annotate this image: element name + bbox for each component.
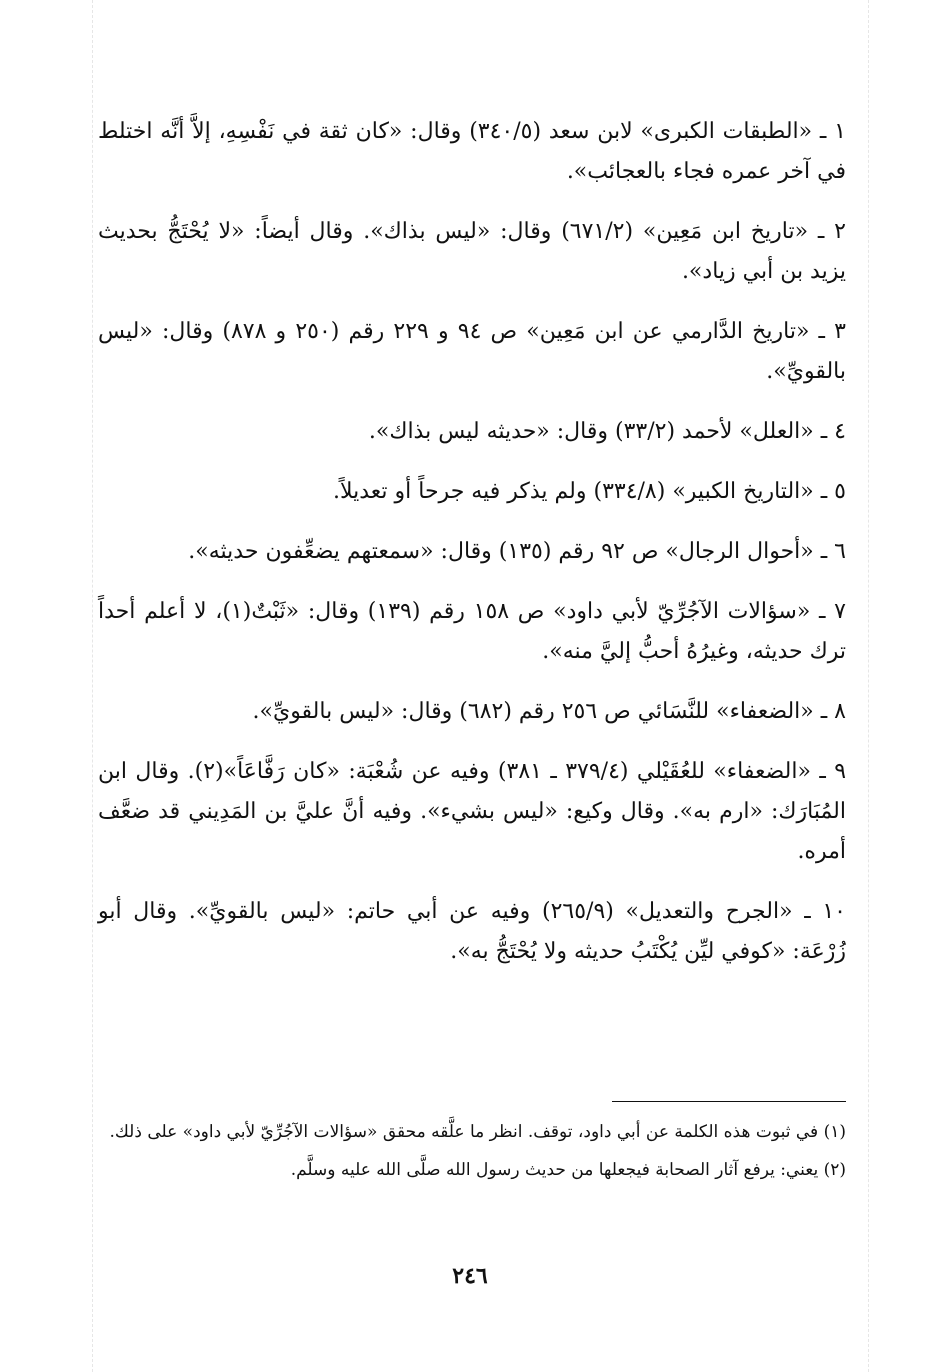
entry-7: ٧ ـ «سؤالات الآجُرِّيّ لأبي داود» ص ١٥٨ رقم (١٣٩) وقال: «ثَبْتٌ(١)، لا أعلم أحداً ترك حديثه، وغيرُهُ أحبُّ إليَّ منه».	[98, 599, 846, 664]
entry-3: ٣ ـ «تاريخ الدَّارمي عن ابن مَعِين» ص ٩٤ و ٢٢٩ رقم (٢٥٠ و ٨٧٨) وقال: «ليس بالقويِّ».	[98, 319, 846, 384]
main-text	[98, 112, 846, 992]
margin-guide-left	[92, 0, 93, 1372]
entry-8: ٨ ـ «الضعفاء» للنَّسَائي ص ٢٥٦ رقم (٦٨٢) وقال: «ليس بالقويِّ».	[252, 699, 846, 724]
entry-4: ٤ ـ «العلل» لأحمد (٣٣/٢) وقال: «حديثه ليس بذاك».	[368, 419, 846, 444]
footnote-2: (٢) يعني: يرفع آثار الصحابة فيجعلها من حديث رسول الله صلَّى الله عليه وسلَّم.	[290, 1160, 846, 1180]
entry-9: ٩ ـ «الضعفاء» للعُقَيْلي (٣٧٩/٤ ـ ٣٨١) وفيه عن شُعْبَة: «كان رَفَّاعَاً»(٢). وقال ابن المُبَارَك: «ارم به». وقال وكيع: «ليس بشيء». وفيه أنَّ عليَّ بن المَدِيني قد ضعَّف أمره.	[98, 759, 847, 864]
entry-6: ٦ ـ «أحوال الرجال» ص ٩٢ رقم (١٣٥) وقال: «سمعتهم يضعِّفون حديثه».	[188, 539, 846, 564]
entry-10: ١٠ ـ «الجرح والتعديل» (٢٦٥/٩) وفيه عن أبي حاتم: «ليس بالقويِّ». وقال أبو زُرْعَة: «كوفي ليِّن يُكْتَبُ حديثه ولا يُحْتَجُّ به».	[98, 899, 846, 964]
footnote-separator	[612, 1101, 846, 1102]
entry-2: ٢ ـ «تاريخ ابن مَعِين» (٦٧١/٢) وقال: «ليس بذاك». وقال أيضاً: «لا يُحْتَجُّ بحديث يزيد بن أبي زياد».	[98, 219, 846, 284]
margin-guide-right	[868, 0, 869, 1372]
entry-1: ١ ـ «الطبقات الكبرى» لابن سعد (٣٤٠/٥) وقال: «كان ثقة في نَفْسِهِ، إلاَّ أنَّه اختلط في آخر عمره فجاء بالعجائب».	[98, 119, 846, 184]
page-number: ٢٤٦	[452, 1263, 488, 1289]
footnotes	[98, 1116, 846, 1192]
entry-5: ٥ ـ «التاريخ الكبير» (٣٣٤/٨) ولم يذكر فيه جرحاً أو تعديلاً.	[333, 479, 846, 504]
footnote-1: (١) في ثبوت هذه الكلمة عن أبي داود، توقف. انظر ما علَّقه محقق «سؤالات الآجُرِّيّ لأبي داود» على ذلك.	[109, 1122, 846, 1142]
